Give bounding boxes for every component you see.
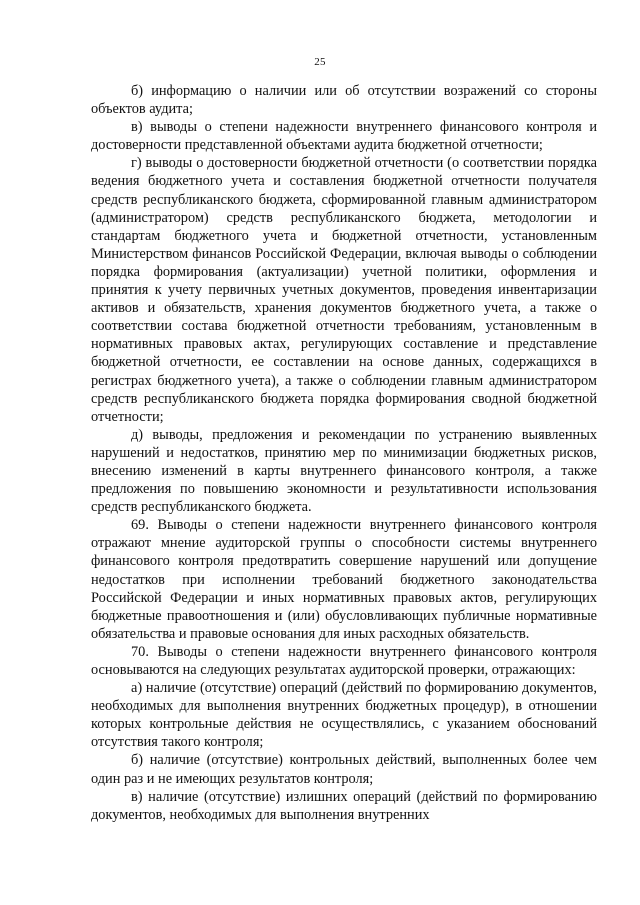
paragraph-g-reporting-reliability: г) выводы о достоверности бюджетной отчетности (о соответствии порядка ведения бюджетного учета и составления бюджетной отчетности получателя средств республиканского бюджета, сформированной главным администратором (администратором) средств республиканского бюджета, методологии и стандартам бюджетного учета и бюджетной отчетности, установленным Министерством финансов Российской Федерации, включая выводы о соблюдении порядка формирования (актуализации) учетной политики, оформления и принятия к учету первичных учетных документов, проведения инвентаризации активов и обязательств, хранения документов бюджетного учета, а также о соответствии состава бюджетной отчетности требованиям, установленным в нормативных правовых актах, регулирующих составление и представление бюджетной отчетности, ее составлении на основе данных, содержащихся в регистрах бюджетного учета), а также о соблюдении главным администратором средств республиканского бюджета порядка формирования сводной бюджетной отчетности; xyxy=(91,155,597,425)
paragraph-b-objections: б) информацию о наличии или об отсутствии возражений со стороны объектов аудита; xyxy=(91,83,597,118)
paragraph-70-a: а) наличие (отсутствие) операций (действий по формированию документов, необходимых для выполнения внутренних бюджетных процедур), в отношении которых контрольные действия не осуществлялись, с указанием обоснований отсутствия такого контроля; xyxy=(91,680,597,751)
paragraph-v-internal-control-conclusions: в) выводы о степени надежности внутреннего финансового контроля и достоверности представленной объектами аудита бюджетной отчетности; xyxy=(91,119,597,154)
paragraph-70: 70. Выводы о степени надежности внутреннего финансового контроля основываются на следующих результатах аудиторской проверки, отражающих: xyxy=(91,643,597,678)
paragraph-d-recommendations: д) выводы, предложения и рекомендации по устранению выявленных нарушений и недостатков, принятию мер по минимизации бюджетных рисков, внесению изменений в карты внутреннего финансового контроля, а также предложения по повышению экономности и результативности использования средств республиканского бюджета. xyxy=(91,426,597,516)
paragraph-70-b: б) наличие (отсутствие) контрольных действий, выполненных более чем один раз и не имеющих результатов контроля; xyxy=(91,752,597,787)
paragraph-69: 69. Выводы о степени надежности внутреннего финансового контроля отражают мнение аудиторской группы о способности системы внутреннего финансового контроля предотвратить совершение нарушений или допущение недостатков при исполнении требований бюджетного законодательства Российской Федерации и иных нормативных правовых актов, регулирующих бюджетные правоотношения и (или) обусловливающих публичные нормативные обязательства и правовые основания для иных расходных обязательств. xyxy=(91,517,597,642)
paragraph-70-v: в) наличие (отсутствие) излишних операций (действий по формированию документов, необходимых для выполнения внутренних xyxy=(91,788,597,823)
document-body xyxy=(91,82,597,824)
page-number: 25 xyxy=(314,56,326,68)
